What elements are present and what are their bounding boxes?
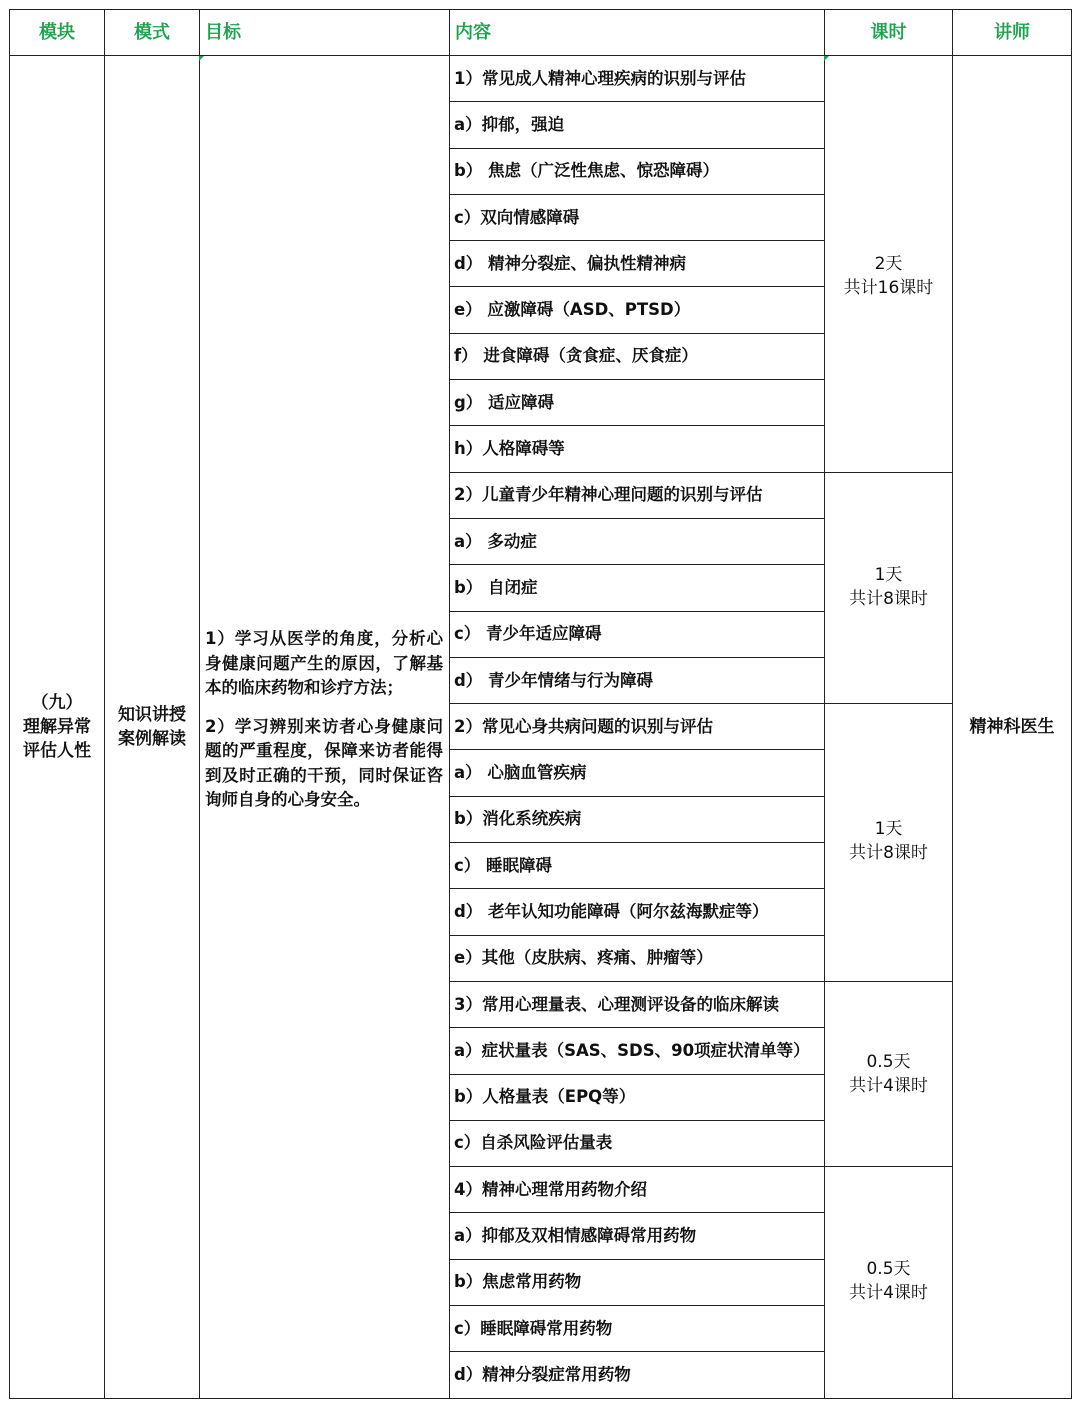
content-item: b）人格量表（EPQ等）	[450, 1074, 825, 1120]
content-item: d）精神分裂症常用药物	[450, 1352, 825, 1398]
content-item: e） 应激障碍（ASD、PTSD）	[450, 287, 825, 333]
content-item: 2）儿童青少年精神心理问题的识别与评估	[450, 472, 825, 518]
hours-cell	[825, 56, 953, 473]
module-number: （九）	[31, 692, 83, 713]
content-item: 4）精神心理常用药物介绍	[450, 1167, 825, 1213]
header-hours: 课时	[825, 10, 953, 56]
lecturer-cell: 精神科医生	[953, 56, 1072, 1399]
goal-paragraph-1: 1）学习从医学的角度，分析心身健康问题产生的原因，了解基本的临床药物和诊疗方法；	[205, 629, 443, 698]
content-item: f） 进食障碍（贪食症、厌食症）	[450, 333, 825, 379]
content-item: c）双向情感障碍	[450, 194, 825, 240]
content-item: 2）常见心身共病问题的识别与评估	[450, 704, 825, 750]
content-item: b） 焦虑（广泛性焦虑、惊恐障碍）	[450, 148, 825, 194]
curriculum-table	[9, 9, 1072, 1399]
content-item: c）自杀风险评估量表	[450, 1120, 825, 1166]
content-item: d） 精神分裂症、偏执性精神病	[450, 241, 825, 287]
module-cell	[10, 56, 105, 1399]
hours-cell	[825, 704, 953, 982]
content-item: a）症状量表（SAS、SDS、90项症状清单等）	[450, 1028, 825, 1074]
hours-total: 共计4课时	[849, 1075, 928, 1096]
cell-marker	[199, 56, 204, 61]
goal-cell	[200, 56, 450, 1399]
hours-days: 0.5天	[866, 1051, 911, 1072]
mode-line-2: 案例解读	[118, 728, 186, 749]
content-item: 1）常见成人精神心理疾病的识别与评估	[450, 56, 825, 102]
content-item: b） 自闭症	[450, 565, 825, 611]
cell-marker	[824, 56, 829, 61]
hours-cell	[825, 1167, 953, 1398]
hours-cell	[825, 981, 953, 1166]
hours-days: 2天	[874, 254, 903, 274]
content-item: a）抑郁，强迫	[450, 102, 825, 148]
header-mode: 模式	[105, 10, 200, 56]
content-item: c）睡眠障碍常用药物	[450, 1306, 825, 1352]
content-item: h）人格障碍等	[450, 426, 825, 472]
hours-total: 共计8课时	[849, 843, 928, 864]
header-module: 模块	[10, 10, 105, 56]
content-item: c） 睡眠障碍	[450, 843, 825, 889]
hours-days: 0.5天	[866, 1259, 911, 1280]
header-row	[10, 10, 1072, 56]
content-item: b）焦虑常用药物	[450, 1259, 825, 1305]
hours-total: 共计16课时	[843, 278, 934, 298]
hours-total: 共计4课时	[849, 1283, 928, 1304]
goal-paragraph-2: 2）学习辨别来访者心身健康问题的严重程度，保障来访者能得到及时正确的干预，同时保证咨询师自身的心身安全。	[205, 716, 443, 810]
content-item: 3）常用心理量表、心理测评设备的临床解读	[450, 981, 825, 1027]
content-item: b）消化系统疾病	[450, 796, 825, 842]
hours-cell	[825, 472, 953, 703]
content-item: g） 适应障碍	[450, 380, 825, 426]
table-row	[10, 56, 1072, 102]
hours-days: 1天	[874, 564, 903, 585]
content-item: a）抑郁及双相情感障碍常用药物	[450, 1213, 825, 1259]
module-line-2: 评估人性	[23, 740, 91, 761]
content-item: e）其他（皮肤病、疼痛、肿瘤等）	[450, 935, 825, 981]
content-item: c） 青少年适应障碍	[450, 611, 825, 657]
content-item: a） 心脑血管疾病	[450, 750, 825, 796]
module-line-1: 理解异常	[23, 716, 91, 737]
header-content: 内容	[450, 10, 825, 56]
hours-total: 共计8课时	[849, 588, 928, 609]
content-item: a） 多动症	[450, 518, 825, 564]
hours-days: 1天	[874, 819, 903, 840]
content-item: d） 老年认知功能障碍（阿尔兹海默症等）	[450, 889, 825, 935]
header-goal: 目标	[200, 10, 450, 56]
mode-cell	[105, 56, 200, 1399]
mode-line-1: 知识讲授	[118, 704, 186, 725]
header-lecturer: 讲师	[953, 10, 1072, 56]
content-item: d） 青少年情绪与行为障碍	[450, 657, 825, 703]
